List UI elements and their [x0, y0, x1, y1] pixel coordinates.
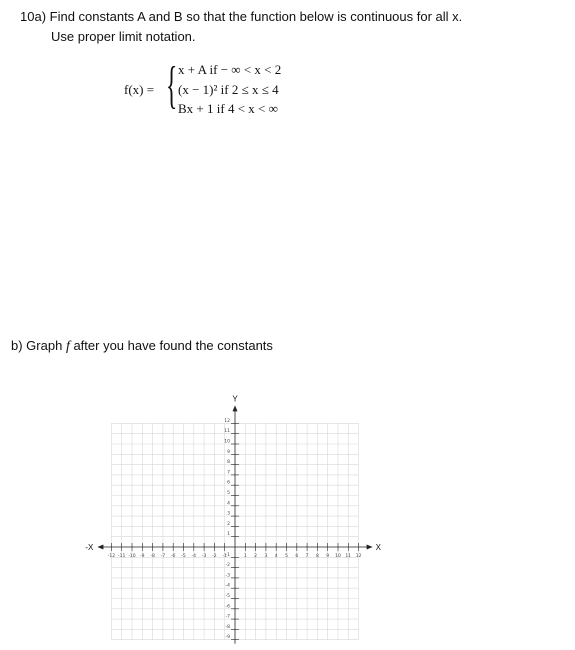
y-tick-label: -9 — [225, 635, 230, 641]
y-tick-label: -1 — [225, 552, 230, 558]
y-tick-label: 9 — [227, 449, 230, 455]
x-tick-label: 11 — [345, 554, 352, 559]
y-tick-label: 2 — [227, 521, 230, 527]
case-2: (x − 1)² if 2 ≤ x ≤ 4 — [178, 82, 279, 97]
case-3: Bx + 1 if 4 < x < ∞ — [178, 101, 278, 116]
x-axis-negative-label: -X — [85, 543, 94, 552]
axes — [97, 405, 372, 643]
x-tick-label: 6 — [295, 554, 299, 559]
x-tick-label: 7 — [305, 554, 309, 559]
x-tick-label: 8 — [315, 554, 319, 559]
y-tick-label: -2 — [225, 563, 230, 569]
part-b-suffix: after you have found the constants — [73, 338, 273, 353]
y-tick-label: 1 — [227, 532, 230, 538]
y-tick-label: -4 — [225, 583, 230, 589]
part-b-prompt — [11, 338, 273, 355]
x-tick-label: 3 — [264, 554, 268, 559]
y-tick-label: 6 — [227, 480, 230, 486]
y-tick-label: 7 — [227, 470, 230, 476]
y-tick-label: -6 — [225, 604, 230, 610]
x-tick-label: -9 — [140, 554, 145, 559]
y-tick-label: -8 — [225, 624, 230, 630]
x-tick-label: -8 — [150, 554, 155, 559]
x-tick-label: 2 — [254, 554, 258, 559]
x-tick-label: -3 — [201, 554, 207, 559]
x-tick-label: -6 — [170, 554, 176, 559]
x-tick-label: 5 — [285, 554, 288, 559]
y-tick-label: -5 — [225, 594, 230, 599]
x-tick-label: 9 — [326, 554, 330, 559]
y-tick-label: 8 — [227, 460, 230, 466]
x-tick-label: -5 — [181, 554, 186, 559]
function-label: f(x) = — [124, 82, 155, 97]
case-1: x + A if − ∞ < x < 2 — [178, 62, 282, 77]
y-tick-label: -3 — [225, 573, 230, 579]
y-tick-label: 5 — [227, 491, 230, 496]
y-tick-label: -7 — [225, 614, 230, 620]
y-tick-label: 4 — [227, 501, 230, 507]
x-tick-label: 10 — [335, 554, 341, 559]
x-tick-label: 4 — [274, 554, 278, 559]
x-tick-label: -10 — [128, 554, 136, 559]
y-tick-label: 10 — [224, 439, 230, 445]
x-axis-arrow-right — [367, 545, 373, 550]
y-tick-label: 11 — [224, 429, 230, 435]
x-tick-label: -1 — [222, 554, 227, 559]
x-tick-label: -4 — [191, 554, 197, 559]
part-b-function: f — [65, 339, 70, 354]
y-tick-label: 12 — [224, 418, 230, 424]
x-axis-arrow-left — [97, 545, 103, 550]
x-tick-label: -11 — [118, 554, 126, 559]
coordinate-grid[interactable] — [80, 392, 390, 650]
x-tick-label: -7 — [160, 554, 166, 559]
y-axis-label: Y — [232, 394, 238, 404]
question-line-2: Use proper limit notation. — [51, 29, 196, 44]
x-tick-label: -2 — [212, 554, 217, 559]
question-line-1: 10a) Find constants A and B so that the function below is continuous for all x. — [20, 9, 463, 24]
y-tick-label: 3 — [227, 511, 230, 517]
part-b-prefix: b) Graph — [11, 338, 63, 353]
x-axis-label: X — [375, 543, 381, 552]
x-tick-label: -12 — [107, 554, 116, 559]
left-brace: { — [166, 57, 178, 114]
x-tick-label: 12 — [355, 554, 362, 559]
y-axis-arrow-up — [233, 405, 238, 411]
x-tick-label: 1 — [243, 554, 247, 559]
